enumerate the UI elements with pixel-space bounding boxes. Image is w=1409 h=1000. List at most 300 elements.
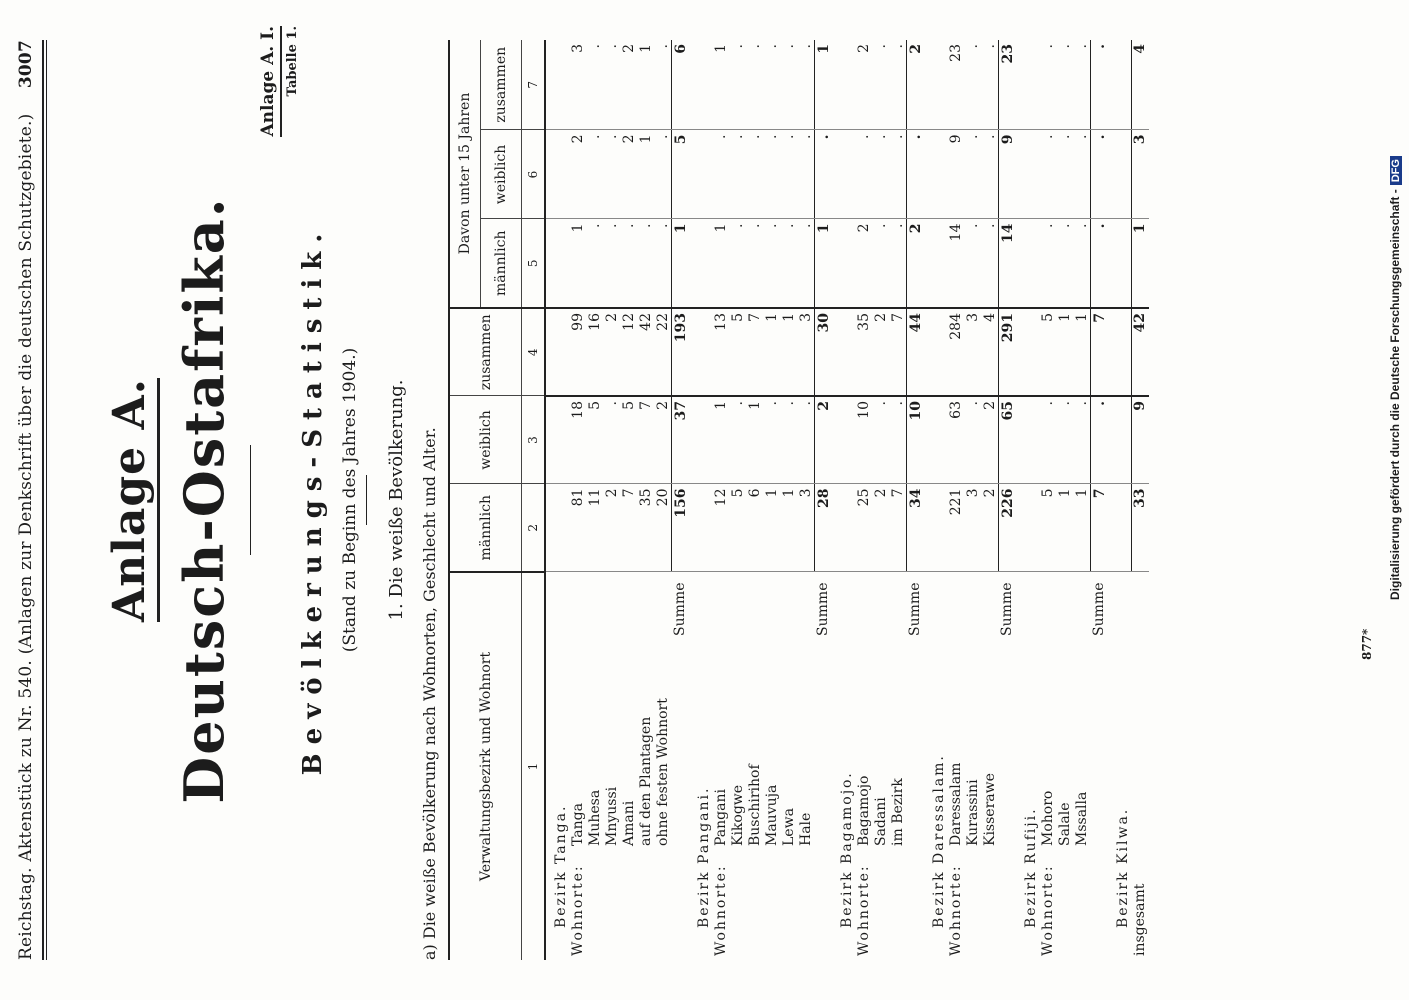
place-cell — [637, 572, 654, 960]
value-cell: . — [603, 219, 620, 308]
col-number: 5 — [522, 219, 546, 308]
value-cell: . — [964, 40, 981, 130]
empty-cell — [1016, 40, 1039, 130]
value-cell: . — [797, 40, 815, 130]
value-cell: . — [1039, 130, 1056, 219]
place-cell — [872, 572, 889, 960]
value-cell: 3 — [569, 40, 586, 130]
total-value-cell: 42 — [1131, 308, 1149, 396]
value-cell: 2 — [620, 130, 637, 219]
value-cell: . — [981, 40, 999, 130]
table-body — [545, 40, 1149, 960]
short-divider — [366, 475, 367, 525]
district-header-row — [832, 40, 855, 960]
value-cell: 1 — [1073, 308, 1091, 396]
place-cell — [855, 572, 872, 960]
sum-value-cell: 193 — [672, 308, 690, 396]
district-header-row — [1108, 40, 1131, 960]
value-cell: 16 — [586, 308, 603, 396]
empty-cell — [689, 308, 712, 396]
value-cell: . — [889, 219, 907, 308]
table-row — [872, 40, 889, 960]
value-cell: 14 — [947, 219, 964, 308]
value-cell: 2 — [603, 308, 620, 396]
value-cell: 35 — [855, 308, 872, 396]
value-cell: . — [964, 130, 981, 219]
value-cell: . — [1056, 130, 1073, 219]
place-cell — [981, 572, 999, 960]
page-number: 3007 — [16, 40, 36, 89]
value-cell: . — [889, 40, 907, 130]
sum-value-cell: 291 — [999, 308, 1017, 396]
place-name: Daressalam — [947, 762, 964, 846]
empty-cell — [689, 396, 712, 484]
col-number: 1 — [522, 572, 546, 960]
place-cell — [603, 572, 620, 960]
district-header-row — [924, 40, 947, 960]
title-divider — [250, 445, 251, 555]
empty-cell — [1016, 219, 1039, 308]
header-rule — [42, 40, 44, 960]
value-cell: . — [603, 40, 620, 130]
value-cell: 81 — [569, 484, 586, 572]
value-cell: . — [872, 396, 889, 484]
empty-cell — [1016, 308, 1039, 396]
value-cell: 20 — [654, 484, 672, 572]
col-number: 6 — [522, 130, 546, 219]
table-row — [603, 40, 620, 960]
sum-value-cell: 2 — [815, 396, 833, 484]
district-header-row — [545, 40, 569, 960]
sum-value-cell: . — [907, 130, 925, 219]
value-cell: . — [1073, 396, 1091, 484]
summe-label: Summe — [1091, 582, 1108, 636]
place-cell — [654, 572, 672, 960]
sum-value-cell: 2 — [907, 219, 925, 308]
sum-row — [907, 40, 925, 960]
empty-cell — [689, 219, 712, 308]
district-header-row — [1016, 40, 1039, 960]
header-rule-thin — [46, 40, 47, 960]
table-row — [729, 40, 746, 960]
value-cell: 284 — [947, 308, 964, 396]
empty-cell — [545, 484, 569, 572]
place-name: Amani — [620, 800, 637, 846]
value-cell: . — [981, 130, 999, 219]
place-name: Mauvuja — [763, 784, 780, 846]
sum-row — [999, 40, 1017, 960]
place-name: Buschirihof — [746, 764, 763, 846]
place-name: Lewa — [780, 808, 797, 846]
district-name: Bezirk Daressalam. — [930, 754, 947, 928]
sum-value-cell: 65 — [999, 396, 1017, 484]
place-cell — [746, 572, 763, 960]
value-cell: 22 — [654, 308, 672, 396]
value-cell: 2 — [981, 396, 999, 484]
total-value-cell: 3 — [1131, 130, 1149, 219]
table-row — [637, 40, 654, 960]
district-name: Bezirk Pangani. — [695, 786, 712, 928]
wohnorte-label: Wohnorte: — [855, 864, 872, 956]
col-number: 2 — [522, 484, 546, 572]
dfg-logo: DFG — [1390, 156, 1402, 185]
empty-cell — [545, 40, 569, 130]
sum-value-cell: 156 — [672, 484, 690, 572]
anlage-reference — [258, 26, 300, 137]
table-row — [981, 40, 999, 960]
value-cell: . — [872, 219, 889, 308]
value-cell: 2 — [872, 484, 889, 572]
value-cell: 6 — [746, 484, 763, 572]
place-name: auf den Plantagen — [637, 716, 654, 846]
value-cell: . — [763, 40, 780, 130]
total-value-cell: 33 — [1131, 484, 1149, 572]
place-name: Mssalla — [1073, 791, 1090, 846]
value-cell: 1 — [637, 130, 654, 219]
empty-cell — [832, 130, 855, 219]
sum-value-cell: . — [1091, 130, 1109, 219]
value-cell: 1 — [763, 308, 780, 396]
value-cell: 1 — [1056, 308, 1073, 396]
wohnorte-label: Wohnorte: — [569, 864, 586, 956]
value-cell: . — [964, 396, 981, 484]
value-cell: 2 — [855, 40, 872, 130]
empty-cell — [832, 396, 855, 484]
value-cell: . — [603, 130, 620, 219]
value-cell: 3 — [964, 484, 981, 572]
empty-cell — [1108, 40, 1131, 130]
place-name: Tanga — [569, 803, 586, 846]
col-header-bezirk: Verwaltungsbezirk und Wohnort — [477, 651, 494, 882]
table-row — [780, 40, 797, 960]
value-cell: 12 — [712, 484, 729, 572]
district-name: Bezirk Rufiji. — [1022, 807, 1039, 928]
wohnorte-label: Wohnorte: — [1039, 864, 1056, 956]
value-cell: 12 — [620, 308, 637, 396]
place-cell — [889, 572, 907, 960]
empty-cell — [832, 484, 855, 572]
tabelle-ref-label: Tabelle 1. — [285, 26, 300, 97]
place-cell — [763, 572, 780, 960]
sum-value-cell: 5 — [672, 130, 690, 219]
region-title: Deutsch-Ostafrika. — [172, 196, 236, 804]
value-cell: 2 — [603, 484, 620, 572]
empty-cell — [924, 484, 947, 572]
anlage-ref-label: Anlage A. I. — [258, 26, 282, 137]
col-header-maennlich: männlich — [449, 484, 522, 572]
summe-label: Summe — [907, 582, 924, 636]
value-cell: 11 — [586, 484, 603, 572]
place-cell — [569, 572, 586, 960]
value-cell: 63 — [947, 396, 964, 484]
value-cell: 5 — [1039, 308, 1056, 396]
value-cell: . — [1039, 219, 1056, 308]
place-name: Kikogwe — [729, 784, 746, 846]
value-cell: . — [729, 40, 746, 130]
table-row — [1039, 40, 1056, 960]
district-header-row — [689, 40, 712, 960]
empty-cell — [545, 219, 569, 308]
digitization-text: Digitalisierung gefördert durch die Deutsche Forschungsgemeinschaft - — [1388, 189, 1402, 600]
value-cell: 1 — [780, 308, 797, 396]
value-cell: 7 — [746, 308, 763, 396]
sum-value-cell: 14 — [999, 219, 1017, 308]
value-cell: . — [780, 219, 797, 308]
place-cell — [729, 572, 746, 960]
table-row — [964, 40, 981, 960]
value-cell: 3 — [797, 308, 815, 396]
empty-cell — [1108, 219, 1131, 308]
value-cell: 1 — [637, 40, 654, 130]
value-cell: . — [654, 219, 672, 308]
place-name: Muhesa — [586, 789, 603, 846]
subsection-heading: a) Die weiße Bevölkerung nach Wohnorten, Geschlecht und Alter. — [420, 427, 439, 960]
value-cell: . — [780, 396, 797, 484]
empty-cell — [1108, 308, 1131, 396]
empty-cell — [1108, 130, 1131, 219]
value-cell: . — [620, 219, 637, 308]
district-name: Bezirk Kilwa. — [1114, 807, 1131, 928]
sum-value-cell: 44 — [907, 308, 925, 396]
value-cell: . — [1073, 40, 1091, 130]
empty-cell — [689, 484, 712, 572]
sum-value-cell: 10 — [907, 396, 925, 484]
value-cell: 2 — [981, 484, 999, 572]
empty-cell — [545, 130, 569, 219]
value-cell: . — [654, 40, 672, 130]
place-name: im Bezirk — [889, 778, 906, 846]
value-cell: 35 — [637, 484, 654, 572]
value-cell: 7 — [637, 396, 654, 484]
table-row — [712, 40, 729, 960]
statistics-title: Bevölkerungs-Statistik. — [298, 224, 328, 776]
sum-value-cell: 6 — [672, 40, 690, 130]
value-cell: . — [797, 396, 815, 484]
value-cell: . — [1039, 40, 1056, 130]
empty-cell — [1016, 130, 1039, 219]
value-cell: . — [1039, 396, 1056, 484]
empty-cell — [1108, 484, 1131, 572]
sum-row — [1091, 40, 1109, 960]
col-header-weiblich: weiblich — [449, 396, 522, 484]
value-cell: . — [586, 40, 603, 130]
place-cell — [797, 572, 815, 960]
col-header-u15-weiblich: weiblich — [481, 130, 522, 219]
value-cell: 1 — [746, 396, 763, 484]
empty-cell — [924, 396, 947, 484]
value-cell: . — [654, 130, 672, 219]
sum-row — [815, 40, 833, 960]
value-cell: 13 — [712, 308, 729, 396]
sum-row — [672, 40, 690, 960]
empty-cell — [689, 40, 712, 130]
empty-cell — [924, 219, 947, 308]
sum-value-cell: 37 — [672, 396, 690, 484]
table-row — [620, 40, 637, 960]
header-title: Reichstag. Aktenstück zu Nr. 540. (Anlagen zur Denkschrift über die deutschen Schutzgebiete.) — [16, 113, 36, 960]
value-cell: . — [889, 396, 907, 484]
value-cell: . — [712, 130, 729, 219]
table-row — [569, 40, 586, 960]
place-cell — [964, 572, 981, 960]
col-header-u15-maennlich: männlich — [481, 219, 522, 308]
sum-value-cell: . — [815, 130, 833, 219]
value-cell: 221 — [947, 484, 964, 572]
district-name: Bezirk Tanga. — [552, 804, 569, 928]
col-header-u15-zusammen: zusammen — [481, 40, 522, 130]
col-number: 3 — [522, 396, 546, 484]
total-value-cell: 9 — [1131, 396, 1149, 484]
empty-cell — [545, 396, 569, 484]
value-cell: 2 — [855, 219, 872, 308]
empty-cell — [832, 40, 855, 130]
place-name: Kisserawe — [981, 773, 998, 846]
value-cell: 1 — [712, 219, 729, 308]
value-cell: . — [729, 219, 746, 308]
value-cell: 1 — [1073, 484, 1091, 572]
sum-value-cell: . — [1091, 396, 1109, 484]
page-stamp: 877* — [1360, 628, 1374, 660]
sum-value-cell: 1 — [815, 40, 833, 130]
place-cell — [1073, 572, 1091, 960]
table-row — [797, 40, 815, 960]
insgesamt-row — [1131, 40, 1149, 960]
wohnorte-label: Wohnorte: — [712, 864, 729, 956]
value-cell: 2 — [872, 308, 889, 396]
table-row — [947, 40, 964, 960]
empty-cell — [1016, 484, 1039, 572]
value-cell: 1 — [763, 484, 780, 572]
digitization-note — [1388, 0, 1402, 600]
value-cell: . — [763, 219, 780, 308]
value-cell: 3 — [964, 308, 981, 396]
sum-value-cell: 28 — [815, 484, 833, 572]
value-cell: . — [1056, 219, 1073, 308]
value-cell: . — [872, 130, 889, 219]
sum-value-cell: 9 — [999, 130, 1017, 219]
place-name: Mnyussi — [603, 786, 620, 846]
value-cell: . — [729, 130, 746, 219]
value-cell: 99 — [569, 308, 586, 396]
wohnorte-label: Wohnorte: — [947, 864, 964, 956]
col-number: 7 — [522, 40, 546, 130]
value-cell: 7 — [889, 308, 907, 396]
empty-cell — [832, 308, 855, 396]
value-cell: 1 — [1056, 484, 1073, 572]
sum-value-cell: 7 — [1091, 308, 1109, 396]
place-cell — [620, 572, 637, 960]
total-value-cell: 4 — [1131, 40, 1149, 130]
value-cell: 1 — [712, 40, 729, 130]
sum-value-cell: 7 — [1091, 484, 1109, 572]
place-cell — [712, 572, 729, 960]
table-row — [654, 40, 672, 960]
value-cell: 3 — [797, 484, 815, 572]
value-cell: 1 — [569, 219, 586, 308]
value-cell: . — [586, 130, 603, 219]
value-cell: 5 — [1039, 484, 1056, 572]
sum-value-cell: . — [1091, 219, 1109, 308]
value-cell: . — [1073, 130, 1091, 219]
value-cell: 1 — [712, 396, 729, 484]
sum-value-cell: 1 — [672, 219, 690, 308]
value-cell: . — [1073, 219, 1091, 308]
value-cell: 2 — [654, 396, 672, 484]
empty-cell — [924, 130, 947, 219]
summe-label: Summe — [815, 582, 832, 636]
value-cell: . — [637, 219, 654, 308]
place-name: ohne festen Wohnort — [654, 698, 671, 846]
value-cell: . — [746, 130, 763, 219]
population-table — [448, 40, 1149, 960]
sum-value-cell: 2 — [907, 40, 925, 130]
value-cell: . — [603, 396, 620, 484]
empty-cell — [924, 40, 947, 130]
place-name: Hale — [797, 812, 814, 846]
table-row — [855, 40, 872, 960]
table-row — [1073, 40, 1091, 960]
value-cell: . — [964, 219, 981, 308]
value-cell: 4 — [981, 308, 999, 396]
empty-cell — [924, 308, 947, 396]
value-cell: . — [780, 130, 797, 219]
sum-value-cell: 34 — [907, 484, 925, 572]
total-value-cell: 1 — [1131, 219, 1149, 308]
district-name: Bezirk Bagamojo. — [838, 771, 855, 928]
sum-value-cell: 226 — [999, 484, 1017, 572]
value-cell: . — [855, 130, 872, 219]
value-cell: 7 — [620, 484, 637, 572]
value-cell: . — [746, 219, 763, 308]
value-cell: . — [797, 219, 815, 308]
place-cell — [947, 572, 964, 960]
table-row — [746, 40, 763, 960]
place-cell — [780, 572, 797, 960]
value-cell: . — [1056, 396, 1073, 484]
table-row — [1056, 40, 1073, 960]
table-row — [763, 40, 780, 960]
place-name: Sadani — [872, 797, 889, 846]
place-cell — [586, 572, 603, 960]
place-name: Pangani — [712, 789, 729, 846]
sum-value-cell: 1 — [815, 219, 833, 308]
value-cell: 23 — [947, 40, 964, 130]
empty-cell — [689, 130, 712, 219]
value-cell: . — [872, 40, 889, 130]
value-cell: . — [981, 219, 999, 308]
place-cell — [1056, 572, 1073, 960]
insgesamt-label: insgesamt — [1131, 883, 1148, 956]
value-cell: 5 — [729, 308, 746, 396]
value-cell: . — [763, 396, 780, 484]
anlage-title — [104, 0, 155, 1000]
section-heading: 1. Die weiße Bevölkerung. — [386, 379, 407, 621]
value-cell: . — [746, 40, 763, 130]
value-cell: 10 — [855, 396, 872, 484]
place-name: Mohoro — [1039, 790, 1056, 846]
value-cell: . — [889, 130, 907, 219]
sum-value-cell: 30 — [815, 308, 833, 396]
value-cell: 5 — [620, 396, 637, 484]
value-cell: 9 — [947, 130, 964, 219]
col-header-zusammen: zusammen — [449, 308, 522, 396]
col-number: 4 — [522, 308, 546, 396]
value-cell: 5 — [586, 396, 603, 484]
anlage-title-text: Anlage A. — [104, 378, 160, 622]
value-cell: . — [729, 396, 746, 484]
value-cell: . — [1056, 40, 1073, 130]
value-cell: . — [763, 130, 780, 219]
